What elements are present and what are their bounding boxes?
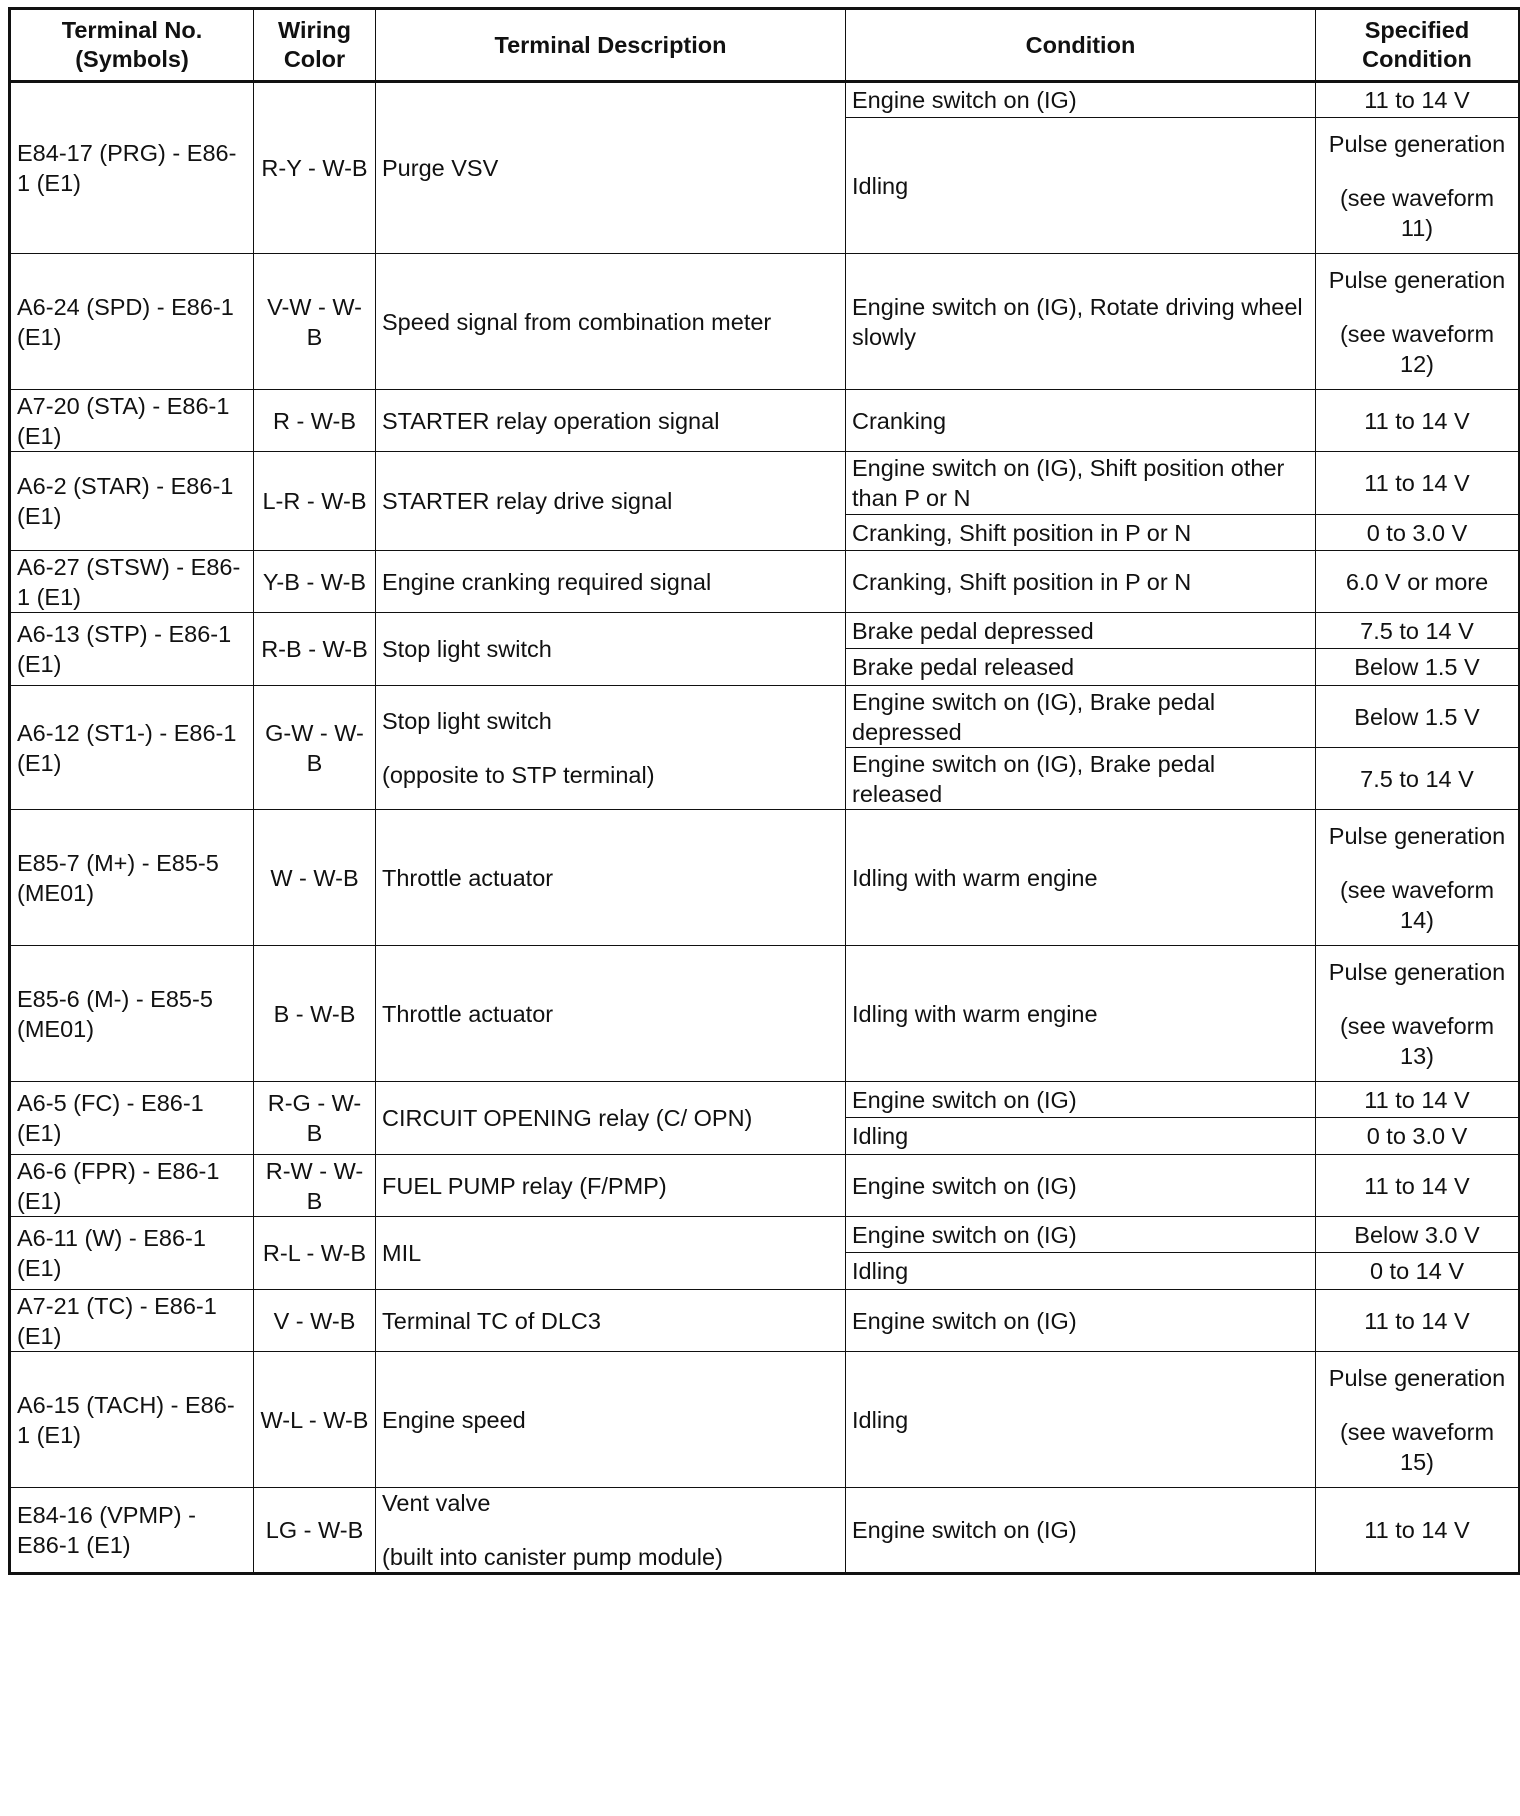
specified-condition-cell	[1316, 810, 1520, 946]
specified-condition-cell	[1316, 82, 1520, 118]
specified-condition-cell	[1316, 452, 1520, 515]
terminal-cell: A6-2 (STAR) - E86-1 (E1)	[10, 452, 254, 551]
header-condition: Condition	[846, 9, 1316, 82]
condition-cell: Engine switch on (IG)	[846, 1155, 1316, 1217]
description-line: FUEL PUMP relay (F/PMP)	[382, 1172, 667, 1199]
specified-condition-cell	[1316, 390, 1520, 452]
specified-condition-cell	[1316, 515, 1520, 551]
condition-cell: Idling	[846, 118, 1316, 254]
description-line: Throttle actuator	[382, 864, 554, 891]
specified-value: (see waveform 11)	[1339, 184, 1495, 241]
terminal-cell: E85-7 (M+) - E85-5 (ME01)	[10, 810, 254, 946]
condition-cell: Engine switch on (IG)	[846, 1082, 1316, 1118]
terminal-cell: A6-5 (FC) - E86-1 (E1)	[10, 1082, 254, 1155]
terminal-cell: A6-13 (STP) - E86-1 (E1)	[10, 613, 254, 686]
wiring-color-cell: V - W-B	[254, 1290, 376, 1352]
condition-cell: Engine switch on (IG), Rotate driving wheel slowly	[846, 254, 1316, 390]
condition-cell: Brake pedal released	[846, 649, 1316, 686]
specified-value: 0 to 14 V	[1369, 1258, 1465, 1284]
specified-value: Below 1.5 V	[1354, 703, 1480, 730]
specified-value: Pulse generation	[1328, 958, 1506, 985]
condition-cell: Engine switch on (IG), Shift position other than P or N	[846, 452, 1316, 515]
condition-cell: Engine switch on (IG), Brake pedal released	[846, 748, 1316, 810]
description-line: STARTER relay operation signal	[382, 407, 720, 434]
wiring-color-cell: W-L - W-B	[254, 1352, 376, 1488]
condition-cell: Idling	[846, 1118, 1316, 1155]
table-row	[10, 254, 1520, 390]
specified-value: 6.0 V or more	[1345, 568, 1489, 595]
specified-value: Pulse generation	[1328, 266, 1506, 293]
condition-cell: Idling with warm engine	[846, 810, 1316, 946]
specified-condition-cell	[1316, 1155, 1520, 1217]
specified-value: (see waveform 14)	[1339, 876, 1495, 933]
condition-cell: Idling	[846, 1253, 1316, 1290]
specified-value: (see waveform 13)	[1339, 1012, 1495, 1069]
table-row	[10, 1488, 1520, 1574]
terminal-cell: E84-16 (VPMP) - E86-1 (E1)	[10, 1488, 254, 1574]
description-line: Vent valve	[382, 1490, 491, 1516]
specified-value: 0 to 3.0 V	[1366, 519, 1468, 546]
description-line: Throttle actuator	[382, 1000, 554, 1027]
specified-condition-cell	[1316, 649, 1520, 686]
specified-condition-cell	[1316, 551, 1520, 613]
description-cell	[376, 686, 846, 810]
specified-value: Below 1.5 V	[1354, 654, 1480, 680]
specified-condition-cell	[1316, 748, 1520, 810]
header-wiring-color: Wiring Color	[254, 9, 376, 82]
specified-value: 11 to 14 V	[1364, 1086, 1470, 1113]
terminal-cell: A6-24 (SPD) - E86-1 (E1)	[10, 254, 254, 390]
condition-cell: Engine switch on (IG)	[846, 1290, 1316, 1352]
wiring-color-cell: R-W - W-B	[254, 1155, 376, 1217]
specified-value: 11 to 14 V	[1364, 1307, 1470, 1334]
wiring-color-cell: B - W-B	[254, 946, 376, 1082]
description-cell	[376, 82, 846, 254]
specified-condition-cell	[1316, 254, 1520, 390]
specified-value: Pulse generation	[1328, 1364, 1506, 1391]
wiring-color-cell: R-Y - W-B	[254, 82, 376, 254]
header-row	[10, 9, 1520, 82]
terminal-cell: A6-12 (ST1-) - E86-1 (E1)	[10, 686, 254, 810]
specified-condition-cell	[1316, 1290, 1520, 1352]
specified-value: 11 to 14 V	[1364, 1172, 1470, 1199]
table-row	[10, 810, 1520, 946]
wiring-color-cell: LG - W-B	[254, 1488, 376, 1574]
description-cell	[376, 551, 846, 613]
condition-cell: Idling	[846, 1352, 1316, 1488]
description-line: Engine cranking required signal	[382, 568, 712, 595]
specified-value: Below 3.0 V	[1354, 1221, 1480, 1248]
table-row	[10, 946, 1520, 1082]
terminal-cell: E84-17 (PRG) - E86-1 (E1)	[10, 82, 254, 254]
description-cell	[376, 1488, 846, 1574]
header-terminal-description: Terminal Description	[376, 9, 846, 82]
header-specified-condition: Specified Condition	[1316, 9, 1520, 82]
wiring-color-cell: R-B - W-B	[254, 613, 376, 686]
table-row	[10, 613, 1520, 649]
description-cell	[376, 810, 846, 946]
terminal-cell: A7-20 (STA) - E86-1 (E1)	[10, 390, 254, 452]
terminal-cell: A6-11 (W) - E86-1 (E1)	[10, 1217, 254, 1290]
wiring-color-cell: Y-B - W-B	[254, 551, 376, 613]
table-row	[10, 82, 1520, 118]
description-line: Purge VSV	[382, 155, 499, 181]
wiring-color-cell: V-W - W-B	[254, 254, 376, 390]
condition-cell: Engine switch on (IG)	[846, 1488, 1316, 1574]
description-cell	[376, 1082, 846, 1155]
specified-condition-cell	[1316, 118, 1520, 254]
description-cell	[376, 452, 846, 551]
description-cell	[376, 390, 846, 452]
table-row	[10, 452, 1520, 515]
specified-value: (see waveform 12)	[1339, 320, 1495, 377]
description-line: MIL	[382, 1240, 422, 1266]
terminal-cell: A6-27 (STSW) - E86-1 (E1)	[10, 551, 254, 613]
specified-condition-cell	[1316, 686, 1520, 748]
wiring-color-cell: L-R - W-B	[254, 452, 376, 551]
wiring-color-cell: W - W-B	[254, 810, 376, 946]
specified-condition-cell	[1316, 1217, 1520, 1253]
specified-value: (see waveform 15)	[1339, 1418, 1495, 1475]
terminal-cell: A6-6 (FPR) - E86-1 (E1)	[10, 1155, 254, 1217]
table-row	[10, 1217, 1520, 1253]
condition-cell: Idling with warm engine	[846, 946, 1316, 1082]
description-cell	[376, 1352, 846, 1488]
wiring-color-cell: R-L - W-B	[254, 1217, 376, 1290]
description-cell	[376, 254, 846, 390]
description-cell	[376, 613, 846, 686]
specified-value: 11 to 14 V	[1364, 87, 1470, 113]
terminal-cell: E85-6 (M-) - E85-5 (ME01)	[10, 946, 254, 1082]
condition-cell: Cranking	[846, 390, 1316, 452]
description-line: Stop light switch	[382, 636, 552, 662]
table-row	[10, 1352, 1520, 1488]
description-line: CIRCUIT OPENING relay (C/ OPN)	[382, 1105, 753, 1131]
condition-cell: Engine switch on (IG), Brake pedal depressed	[846, 686, 1316, 748]
specified-value: 11 to 14 V	[1364, 1517, 1470, 1543]
table-row	[10, 551, 1520, 613]
description-cell	[376, 1217, 846, 1290]
table-row	[10, 1082, 1520, 1118]
specified-condition-cell	[1316, 1488, 1520, 1574]
header-terminal-no: Terminal No. (Symbols)	[10, 9, 254, 82]
specified-value: 11 to 14 V	[1364, 470, 1470, 496]
specified-condition-cell	[1316, 1118, 1520, 1155]
description-line: Speed signal from combination meter	[382, 308, 772, 335]
wiring-color-cell: R-G - W-B	[254, 1082, 376, 1155]
description-cell	[376, 1290, 846, 1352]
condition-cell: Engine switch on (IG)	[846, 82, 1316, 118]
wiring-color-cell: R - W-B	[254, 390, 376, 452]
specified-value: 7.5 to 14 V	[1360, 765, 1474, 792]
specified-value: 7.5 to 14 V	[1360, 617, 1474, 644]
terminal-table-container	[8, 7, 1518, 1575]
description-line: Engine speed	[382, 1406, 526, 1433]
table-row	[10, 686, 1520, 748]
terminal-cell: A7-21 (TC) - E86-1 (E1)	[10, 1290, 254, 1352]
specified-value: Pulse generation	[1328, 822, 1506, 849]
description-cell	[376, 946, 846, 1082]
table-body	[10, 82, 1520, 1574]
description-line: Terminal TC of DLC3	[382, 1307, 601, 1334]
terminal-cell: A6-15 (TACH) - E86-1 (E1)	[10, 1352, 254, 1488]
specified-condition-cell	[1316, 1082, 1520, 1118]
specified-value: 11 to 14 V	[1364, 407, 1470, 434]
specified-condition-cell	[1316, 946, 1520, 1082]
description-line: Stop light switch	[382, 707, 552, 734]
description-line: STARTER relay drive signal	[382, 488, 673, 514]
specified-condition-cell	[1316, 1253, 1520, 1290]
terminal-spec-table	[8, 7, 1520, 1575]
specified-condition-cell	[1316, 613, 1520, 649]
table-row	[10, 390, 1520, 452]
description-cell	[376, 1155, 846, 1217]
specified-value: 0 to 3.0 V	[1366, 1123, 1468, 1149]
condition-cell: Brake pedal depressed	[846, 613, 1316, 649]
description-line: (built into canister pump module)	[382, 1544, 723, 1570]
table-row	[10, 1155, 1520, 1217]
description-line: (opposite to STP terminal)	[382, 761, 655, 788]
specified-value: Pulse generation	[1328, 130, 1506, 157]
condition-cell: Cranking, Shift position in P or N	[846, 551, 1316, 613]
specified-condition-cell	[1316, 1352, 1520, 1488]
wiring-color-cell: G-W - W-B	[254, 686, 376, 810]
table-row	[10, 1290, 1520, 1352]
condition-cell: Engine switch on (IG)	[846, 1217, 1316, 1253]
condition-cell: Cranking, Shift position in P or N	[846, 515, 1316, 551]
